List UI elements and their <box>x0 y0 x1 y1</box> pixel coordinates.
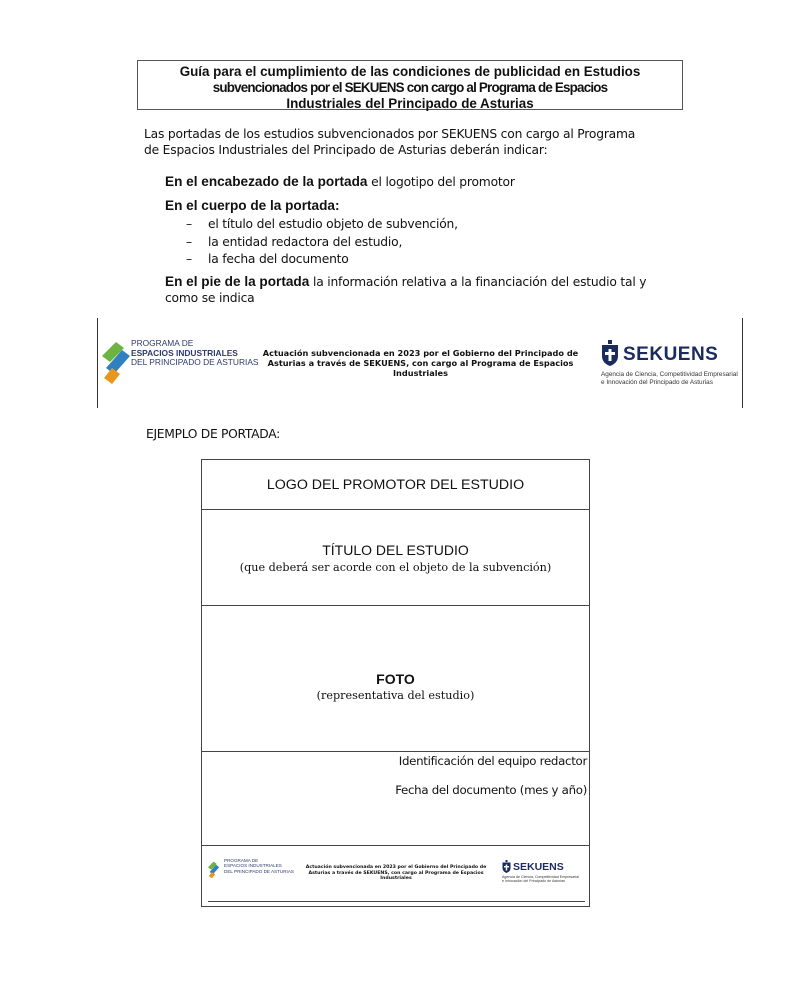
mini-program-line2: ESPACIOS INDUSTRIALES <box>224 863 282 869</box>
mini-sekuens-sub2: e Innovación del Principado de Asturias <box>502 879 565 884</box>
sekuens-wordmark: SEKUENS <box>623 344 719 365</box>
program-line3: DEL PRINCIPADO DE ASTURIAS <box>131 357 259 368</box>
funding-line2: Asturias a través de SEKUENS, con cargo al Programa de Espacios <box>267 358 574 368</box>
guide-title-line3: Industriales del Principado de Asturias <box>286 96 534 111</box>
cover-logo-text: LOGO DEL PROMOTOR DEL ESTUDIO <box>266 477 525 493</box>
mini-banner-rule <box>208 901 585 902</box>
program-logo-icon <box>102 340 132 386</box>
sekuens-subtitle <box>601 371 741 387</box>
cover-date: Fecha del documento (mes y año) <box>395 783 587 797</box>
mini-funding-line2: Asturias a través de SEKUENS, con cargo al Programa de Espacios <box>308 870 484 876</box>
sekuens-sub2: e Innovación del Principado de Asturias <box>601 379 713 386</box>
body-requirement-bold: En el cuerpo de la portada: <box>165 198 340 213</box>
cover-title: TÍTULO DEL ESTUDIO <box>322 542 469 558</box>
mini-sekuens-sub1: Agencia de Ciencia, Competitividad Empresarial <box>502 875 579 879</box>
mini-program-line1: PROGRAMA DE <box>224 858 259 863</box>
cover-credits-row <box>202 752 589 846</box>
mini-sekuens-subtitle <box>502 875 586 884</box>
list-item: – el título del estudio objeto de subvención, <box>186 216 458 234</box>
mini-program-logo-icon <box>208 858 220 882</box>
body-requirement <box>165 198 340 214</box>
mini-sekuens-wordmark: SEKUENS <box>513 861 564 873</box>
footer-requirement-text: la información relativa a la financiación del estudio tal y <box>309 275 647 289</box>
intro-line1: Las portadas de los estudios subvencionados por SEKUENS con cargo al Programa <box>144 127 636 141</box>
program-line1: PROGRAMA DE <box>131 338 194 348</box>
cover-title-note: (que deberá ser acorde con el objeto de la subvención) <box>239 561 552 574</box>
guide-title-line1: Guía para el cumplimiento de las condiciones de publicidad en Estudios <box>179 64 641 79</box>
guide-title-box <box>137 60 683 110</box>
mini-program-line3: DEL PRINCIPADO DE ASTURIAS <box>224 868 294 874</box>
cover-team: Identificación del equipo redactor <box>398 754 587 768</box>
example-cover <box>201 459 590 907</box>
mini-funding-statement <box>300 865 492 882</box>
sekuens-sub1: Agencia de Ciencia, Competitividad Empresarial <box>601 371 738 378</box>
funding-line1: Actuación subvencionada en 2023 por el Gobierno del Principado de <box>262 348 579 358</box>
intro-line2: de Espacios Industriales del Principado de Asturias deberán indicar: <box>144 143 548 157</box>
cover-photo-title: FOTO <box>376 671 415 687</box>
mini-program-text <box>224 858 294 874</box>
list-item: – la fecha del documento <box>186 251 458 269</box>
footer-requirement-bold: En el pie de la portada <box>165 274 310 289</box>
mini-sekuens-shield-icon <box>502 860 511 873</box>
list-item: – la entidad redactora del estudio, <box>186 234 458 252</box>
funding-line3: Industriales <box>393 368 448 378</box>
funding-statement <box>258 348 583 378</box>
cover-title-row <box>202 510 589 606</box>
sekuens-shield-icon <box>601 340 619 366</box>
example-label: EJEMPLO DE PORTADA: <box>146 427 280 441</box>
header-requirement <box>165 174 515 190</box>
guide-title-line2: subvencionados por el SEKUENS con cargo al Programa de Espacios <box>212 80 608 95</box>
header-requirement-bold: En el encabezado de la portada <box>165 174 368 189</box>
cover-logo-row <box>202 460 589 510</box>
cover-footer-banner <box>202 846 589 906</box>
mini-funding-line1: Actuación subvencionada en 2023 por el Gobierno del Principado de <box>305 865 487 870</box>
funding-banner <box>97 318 743 408</box>
cover-photo-row <box>202 606 589 752</box>
footer-requirement-cont: como se indica <box>165 291 255 305</box>
intro-paragraph <box>144 126 664 158</box>
program-line2: ESPACIOS INDUSTRIALES <box>131 347 238 358</box>
program-logo-text <box>131 339 259 368</box>
body-requirement-list <box>186 216 458 269</box>
mini-funding-line3: Industriales <box>380 876 412 882</box>
cover-photo-note: (representativa del estudio) <box>316 689 475 702</box>
header-requirement-text: el logotipo del promotor <box>367 175 515 189</box>
footer-requirement <box>165 274 646 290</box>
